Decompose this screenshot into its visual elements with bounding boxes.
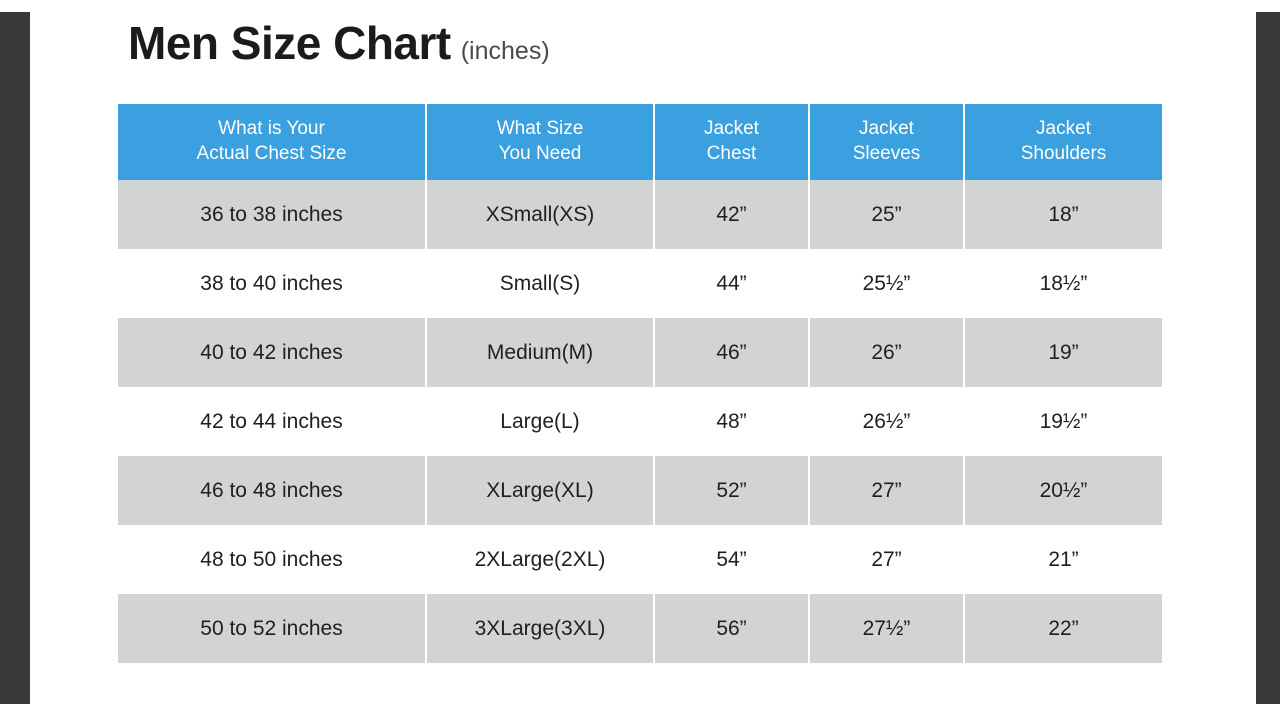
table-row [118, 180, 1162, 249]
table-header-row [118, 104, 1162, 180]
page-title [128, 17, 550, 69]
cell-size-you-need: Large(L) [426, 387, 654, 456]
page-title-unit: (inches) [460, 37, 550, 65]
cell-actual-chest-size: 42 to 44 inches [118, 387, 426, 456]
table-row [118, 525, 1162, 594]
cell-jacket-sleeves: 25½” [809, 249, 964, 318]
cell-actual-chest-size: 48 to 50 inches [118, 525, 426, 594]
column-header-jacket-sleeves [809, 104, 964, 180]
cell-jacket-shoulders: 20½” [964, 456, 1162, 525]
cell-actual-chest-size: 36 to 38 inches [118, 180, 426, 249]
column-header-jacket-chest [654, 104, 809, 180]
cell-size-you-need: Small(S) [426, 249, 654, 318]
cell-actual-chest-size: 50 to 52 inches [118, 594, 426, 663]
size-chart-table [118, 104, 1162, 663]
cell-jacket-sleeves: 26½” [809, 387, 964, 456]
cell-jacket-sleeves: 25” [809, 180, 964, 249]
cell-jacket-chest: 54” [654, 525, 809, 594]
cell-jacket-chest: 44” [654, 249, 809, 318]
column-header-actual-chest-size [118, 104, 426, 180]
cell-jacket-sleeves: 26” [809, 318, 964, 387]
cell-size-you-need: XLarge(XL) [426, 456, 654, 525]
cell-jacket-sleeves: 27” [809, 456, 964, 525]
cell-jacket-chest: 48” [654, 387, 809, 456]
column-header-line-1: Jacket [859, 118, 914, 139]
cell-size-you-need: 2XLarge(2XL) [426, 525, 654, 594]
table-row [118, 594, 1162, 663]
column-header-line-2: Chest [706, 143, 757, 165]
table-row [118, 318, 1162, 387]
page-title-main: Men Size Chart [128, 17, 451, 69]
cell-jacket-shoulders: 21” [964, 525, 1162, 594]
cell-actual-chest-size: 40 to 42 inches [118, 318, 426, 387]
cell-jacket-sleeves: 27½” [809, 594, 964, 663]
column-header-jacket-shoulders [964, 104, 1162, 180]
cell-jacket-chest: 46” [654, 318, 809, 387]
cell-jacket-shoulders: 18½” [964, 249, 1162, 318]
column-header-line-2: Shoulders [1020, 143, 1107, 165]
cell-size-you-need: XSmall(XS) [426, 180, 654, 249]
column-header-line-1: Jacket [1036, 118, 1091, 139]
cell-size-you-need: 3XLarge(3XL) [426, 594, 654, 663]
top-strip [0, 0, 1280, 12]
bottom-strip [0, 704, 1280, 710]
cell-jacket-shoulders: 18” [964, 180, 1162, 249]
cell-jacket-shoulders: 22” [964, 594, 1162, 663]
table-header [118, 104, 1162, 180]
table-body [118, 180, 1162, 663]
table-row [118, 387, 1162, 456]
cell-jacket-chest: 56” [654, 594, 809, 663]
table-row [118, 456, 1162, 525]
column-header-line-1: Jacket [704, 118, 759, 139]
cell-size-you-need: Medium(M) [426, 318, 654, 387]
column-header-line-2: Sleeves [852, 143, 921, 165]
cell-actual-chest-size: 38 to 40 inches [118, 249, 426, 318]
cell-jacket-chest: 52” [654, 456, 809, 525]
column-header-size-you-need [426, 104, 654, 180]
column-header-line-1: What is Your [218, 118, 325, 139]
cell-jacket-shoulders: 19” [964, 318, 1162, 387]
cell-jacket-sleeves: 27” [809, 525, 964, 594]
cell-actual-chest-size: 46 to 48 inches [118, 456, 426, 525]
cell-jacket-shoulders: 19½” [964, 387, 1162, 456]
column-header-line-2: You Need [498, 143, 582, 165]
left-rail [0, 0, 30, 710]
cell-jacket-chest: 42” [654, 180, 809, 249]
column-header-line-2: Actual Chest Size [196, 143, 347, 165]
right-rail [1256, 0, 1280, 710]
table-row [118, 249, 1162, 318]
column-header-line-1: What Size [496, 118, 584, 139]
